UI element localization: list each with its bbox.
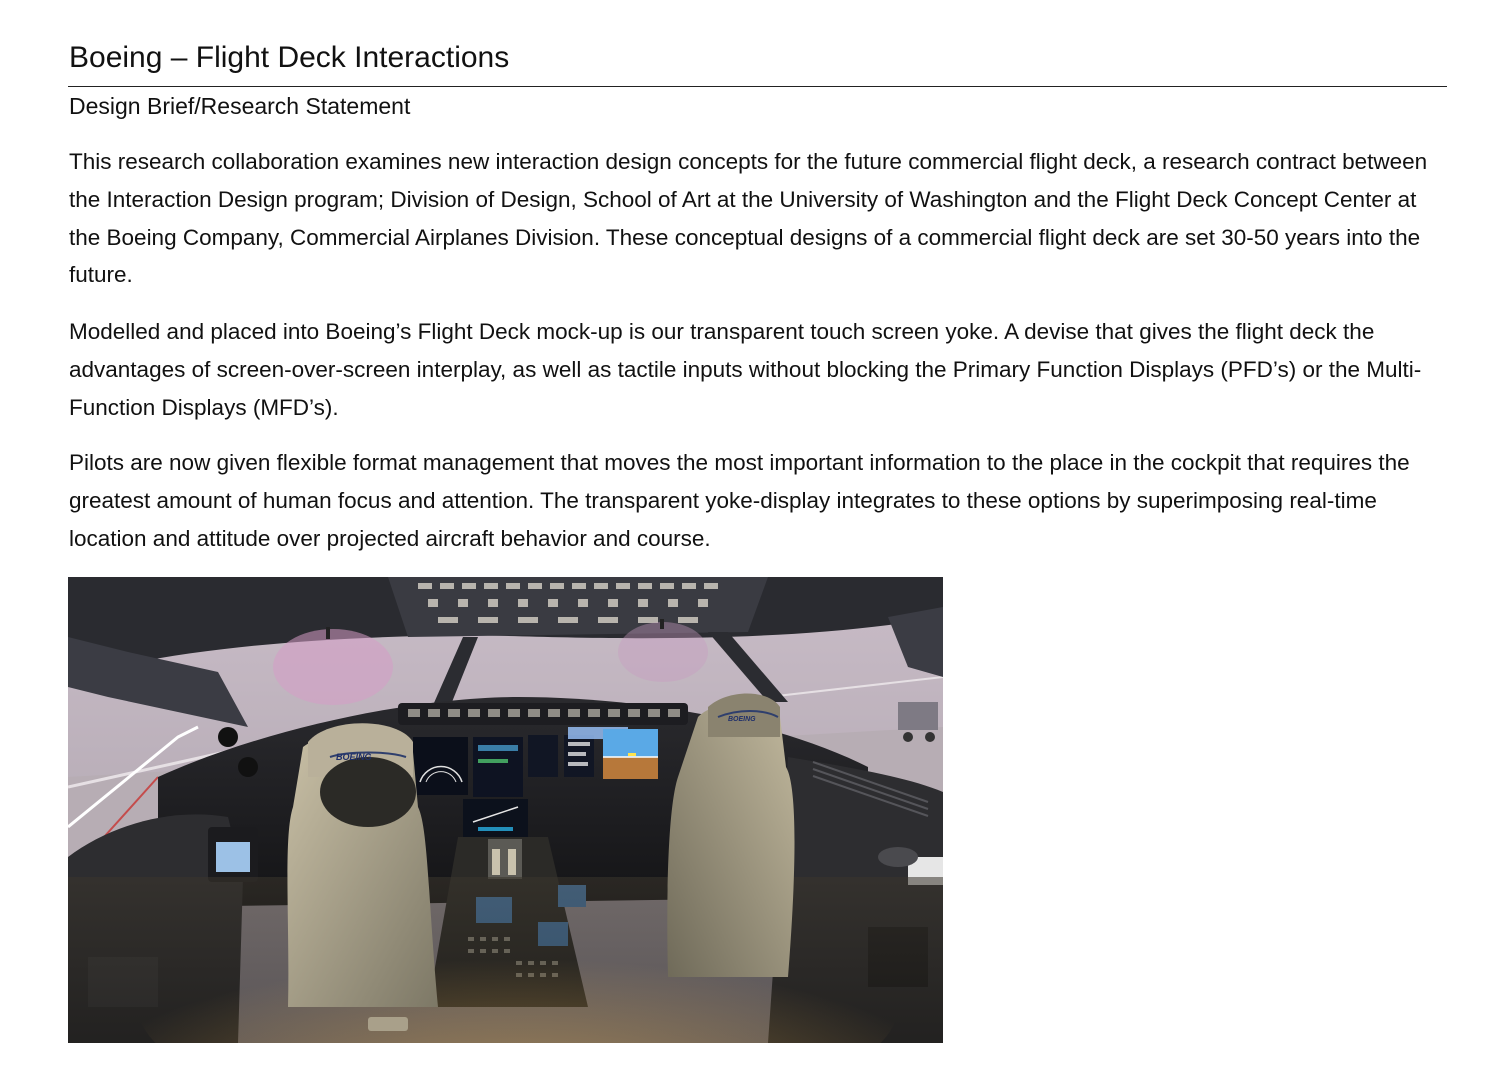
- seat-logo-left: BOEING: [336, 752, 372, 762]
- title-divider: [68, 86, 1447, 87]
- section-subtitle: Design Brief/Research Statement: [69, 93, 411, 119]
- flight-deck-photo: [68, 577, 943, 1043]
- page-title: Boeing – Flight Deck Interactions: [69, 41, 510, 74]
- body-paragraph-3: Pilots are now given flexible format management that moves the most important information to the place in the cockpit that requires the greatest amount of human focus and attention. The transparent yoke-display integrates to these options by superimposing real-time location and attitude over projected aircraft behavior and course.: [69, 450, 1410, 551]
- body-paragraph-1: This research collaboration examines new interaction design concepts for the future commercial flight deck, a research contract between the Interaction Design program; Division of Design, School of Art at the University of Washington and the Flight Deck Concept Center at the Boeing Company, Commercial Airplanes Division. These conceptual designs of a commercial flight deck are set 30-50 years into the future.: [69, 149, 1428, 288]
- seat-logo-right: BOEING: [728, 716, 756, 723]
- body-paragraph-2: Modelled and placed into Boeing’s Flight Deck mock-up is our transparent touch screen yoke. A devise that gives the flight deck the advantages of screen-over-screen interplay, as well as tactile inputs without blocking the Primary Function Displays (PFD’s) or the Multi-Function Displays (MFD’s).: [69, 319, 1422, 420]
